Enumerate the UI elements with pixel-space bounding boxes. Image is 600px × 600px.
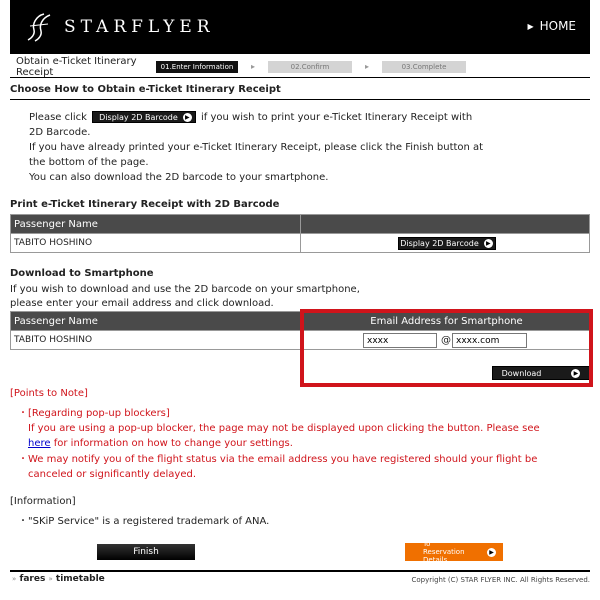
copyright: Copyright (C) STAR FLYER INC. All Rights Reserved. bbox=[411, 576, 590, 584]
note-popup bbox=[18, 406, 558, 451]
button-label: To Reservation Details bbox=[423, 540, 465, 564]
separator: » bbox=[48, 575, 53, 583]
download-text-1: If you wish to download and use the 2D barcode on your smartphone, bbox=[10, 284, 360, 295]
here-link[interactable]: here bbox=[28, 438, 51, 449]
popup-heading: [Regarding pop-up blockers] bbox=[28, 408, 170, 419]
points-to-note-heading: [Points to Note] bbox=[10, 388, 88, 399]
print-title: Print e-Ticket Itinerary Receipt with 2D Barcode bbox=[10, 199, 280, 210]
display-2d-barcode-button[interactable] bbox=[398, 237, 496, 250]
home-link[interactable] bbox=[527, 19, 576, 33]
progress-steps bbox=[10, 56, 590, 78]
information-text: "SKiP Service" is a registered trademark of ANA. bbox=[28, 516, 270, 527]
step-separator: ▸ bbox=[364, 62, 369, 71]
steps-title: Obtain e-Ticket Itinerary Receipt bbox=[16, 55, 137, 78]
passenger-name: TABITO HOSHINO bbox=[11, 234, 301, 253]
starflyer-logo[interactable] bbox=[24, 10, 215, 44]
column-header-passenger-name: Passenger Name bbox=[11, 215, 301, 234]
at-sign: @ bbox=[441, 335, 451, 346]
choose-text-post: if you wish to print your e-Ticket Itinerary Receipt with 2D Barcode. bbox=[29, 112, 473, 138]
divider bbox=[10, 99, 590, 100]
arrow-right-icon: ▶ bbox=[487, 548, 496, 557]
column-header-passenger-name: Passenger Name bbox=[11, 312, 301, 331]
arrow-right-icon: ▶ bbox=[183, 113, 192, 122]
column-header-empty bbox=[301, 215, 590, 234]
bullet: ・ bbox=[18, 454, 28, 465]
button-label: Display 2D Barcode bbox=[400, 238, 479, 248]
step-complete: 03.Complete bbox=[382, 61, 466, 73]
reservation-details-button[interactable] bbox=[405, 540, 503, 564]
triangle-right-icon: ▶ bbox=[527, 21, 534, 31]
button-label: Display 2D Barcode bbox=[99, 112, 178, 122]
choose-text-pre: Please click bbox=[29, 112, 87, 123]
button-label: Finish bbox=[133, 547, 159, 557]
separator: » bbox=[12, 575, 17, 583]
choose-instructions bbox=[29, 110, 484, 140]
arrow-right-icon: ▶ bbox=[571, 369, 580, 378]
footer-links bbox=[12, 574, 105, 584]
step-separator: ▸ bbox=[250, 62, 255, 71]
fares-link[interactable]: fares bbox=[19, 574, 46, 584]
note-notify bbox=[18, 452, 558, 482]
brand-name: STARFLYER bbox=[64, 17, 215, 37]
notify-text: We may notify you of the flight status via the email address you have registered should your flight be canceled or significantly delayed. bbox=[28, 454, 538, 480]
finish-button[interactable] bbox=[97, 544, 195, 560]
timetable-link[interactable]: timetable bbox=[55, 574, 105, 584]
download-title: Download to Smartphone bbox=[10, 268, 154, 279]
download-text-2: please enter your email address and click download. bbox=[10, 298, 274, 309]
information-item bbox=[18, 514, 558, 529]
email-highlight-box bbox=[300, 309, 593, 387]
choose-title: Choose How to Obtain e-Ticket Itinerary Receipt bbox=[10, 84, 281, 95]
step-confirm: 02.Confirm bbox=[268, 61, 352, 73]
step-enter-information: 01.Enter Information bbox=[156, 61, 238, 73]
starflyer-logo-icon bbox=[24, 10, 58, 44]
arrow-right-icon: ▶ bbox=[484, 239, 493, 248]
popup-text bbox=[28, 421, 558, 451]
footer-divider bbox=[10, 570, 590, 572]
choose-line3: You can also download the 2D barcode to your smartphone. bbox=[29, 172, 329, 183]
bullet: ・ bbox=[18, 408, 28, 419]
table-row bbox=[11, 234, 590, 253]
popup-text-post: for information on how to change your settings. bbox=[53, 438, 293, 449]
choose-line2: If you have already printed your e-Ticket Itinerary Receipt, please click the Finish button at the bottom of the page. bbox=[29, 142, 484, 168]
display-2d-barcode-inline-button[interactable] bbox=[92, 111, 196, 123]
site-header bbox=[10, 0, 590, 54]
button-label: Download bbox=[501, 368, 542, 378]
print-table bbox=[10, 214, 590, 253]
popup-text-pre: If you are using a pop-up blocker, the page may not be displayed upon clicking the button. Please see bbox=[28, 423, 540, 434]
bullet: ・ bbox=[18, 516, 28, 527]
home-label: HOME bbox=[539, 19, 576, 33]
passenger-name: TABITO HOSHINO bbox=[11, 331, 301, 350]
information-heading: [Information] bbox=[10, 496, 76, 507]
column-header-email: Email Address for Smartphone bbox=[301, 312, 590, 331]
action-cell bbox=[301, 234, 590, 253]
